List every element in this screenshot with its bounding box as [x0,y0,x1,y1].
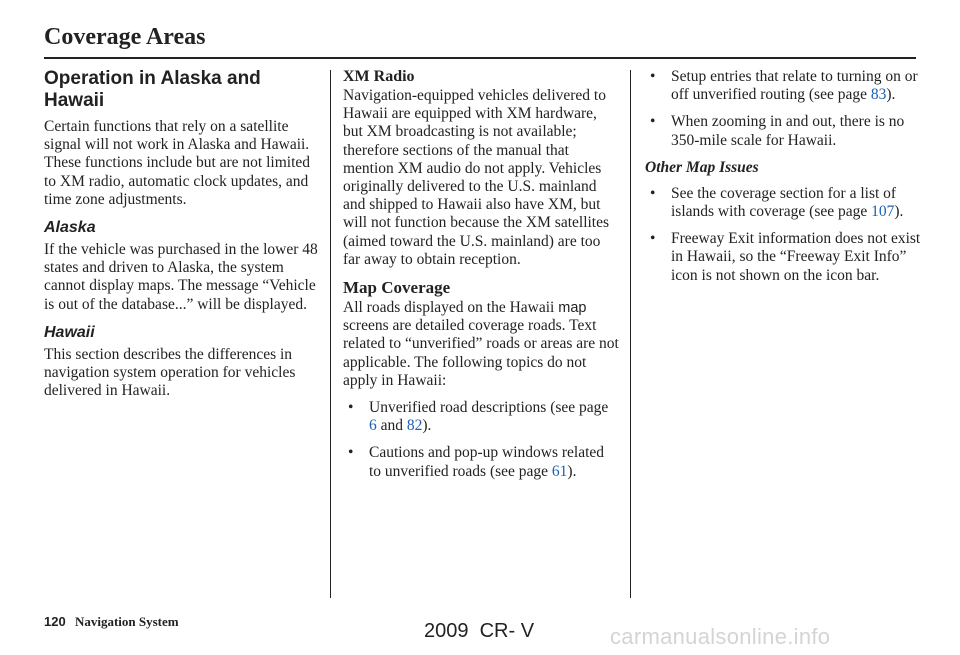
page-footer [44,614,179,630]
bullet-text: ). [886,86,896,104]
column-1 [44,66,318,409]
subheading-other-map-issues: Other Map Issues [645,158,759,176]
section-heading-alaska-hawaii: Operation in Alaska and Hawaii [44,68,261,111]
list-item [645,185,921,221]
page-link-107[interactable]: 107 [871,203,895,221]
subheading-map-coverage: Map Coverage [343,278,451,298]
page-link-61[interactable]: 61 [551,462,568,480]
title-rule [44,57,916,59]
list-item [343,444,619,480]
column-3 [645,68,921,294]
list-item: • When zooming in and out, there is no 350-mile scale for Hawaii. [645,113,921,149]
list-item [343,399,619,435]
bullet-text: See the coverage section for a list of islands with coverage (see page [671,184,897,221]
subheading-xm-radio: XM Radio [343,68,415,85]
bullet-text: ). [567,462,577,480]
map-coverage-bullets [343,399,619,481]
bullet-text: ). [422,417,432,435]
column-divider-right [630,70,631,598]
list-item [645,68,921,104]
intro-paragraph: Certain functions that rely on a satellite signal will not work in Alaska and Hawaii. These functions include but are not limited to XM radio, automatic clock updates, and time zone adjustments. [44,118,311,208]
other-issues-bullets [645,185,921,285]
page-link-83[interactable]: 83 [870,86,887,104]
column-2 [343,68,619,490]
alaska-paragraph: If the vehicle was purchased in the lower 48 states and driven to Alaska, the system cannot display maps. The message “Vehicle is out of the database...” will be displayed. [44,241,318,313]
footer-section-title: Navigation System [74,614,179,629]
bullet-text: Unverified road descriptions (see page [369,399,609,417]
column-divider-left [330,70,331,598]
bullet-text: ). [894,203,904,221]
bullet-text: Cautions and pop-up windows related to unverified roads (see page [369,444,605,480]
map-coverage-paragraph [343,299,619,390]
map-coverage-word-map: map [558,300,587,317]
bullet-text: and [376,417,407,435]
subheading-alaska: Alaska [44,219,96,237]
list-item: • Freeway Exit information does not exist in Hawaii, so the “Freeway Exit Info” icon is not shown on the icon bar. [645,230,921,285]
page-link-6[interactable]: 6 [369,417,377,435]
model-label: 2009 CR- V [424,620,535,642]
xm-radio-paragraph: Navigation-equipped vehicles delivered to Hawaii are equipped with XM hardware, but XM broadcasting is not available; therefore sections of the manual that mention XM audio do not apply. Vehicles originally delivered to the U.S. mainland and shipped to Hawaii also have XM, but will not function because the XM satellites (aimed toward the U.S. mainland) are too far away to obtain reception. [343,87,610,268]
page-link-82[interactable]: 82 [406,417,423,435]
subheading-hawaii: Hawaii [44,323,95,341]
page-title: Coverage Areas [44,24,206,50]
page-number: 120 [44,614,66,629]
bullet-text: Setup entries that relate to turning on or off unverified routing (see page [671,68,918,104]
map-coverage-text-b: screens are detailed coverage roads. Text related to “unverified” roads or areas are not applicable. The following topics do not apply in Hawaii: [343,317,619,389]
watermark-text: carmanualsonline.info [610,624,831,649]
map-coverage-bullets-continued [645,68,921,150]
hawaii-paragraph: This section describes the differences in navigation system operation for vehicles delivered in Hawaii. [44,345,296,400]
map-coverage-text-a: All roads displayed on the Hawaii [343,299,559,317]
